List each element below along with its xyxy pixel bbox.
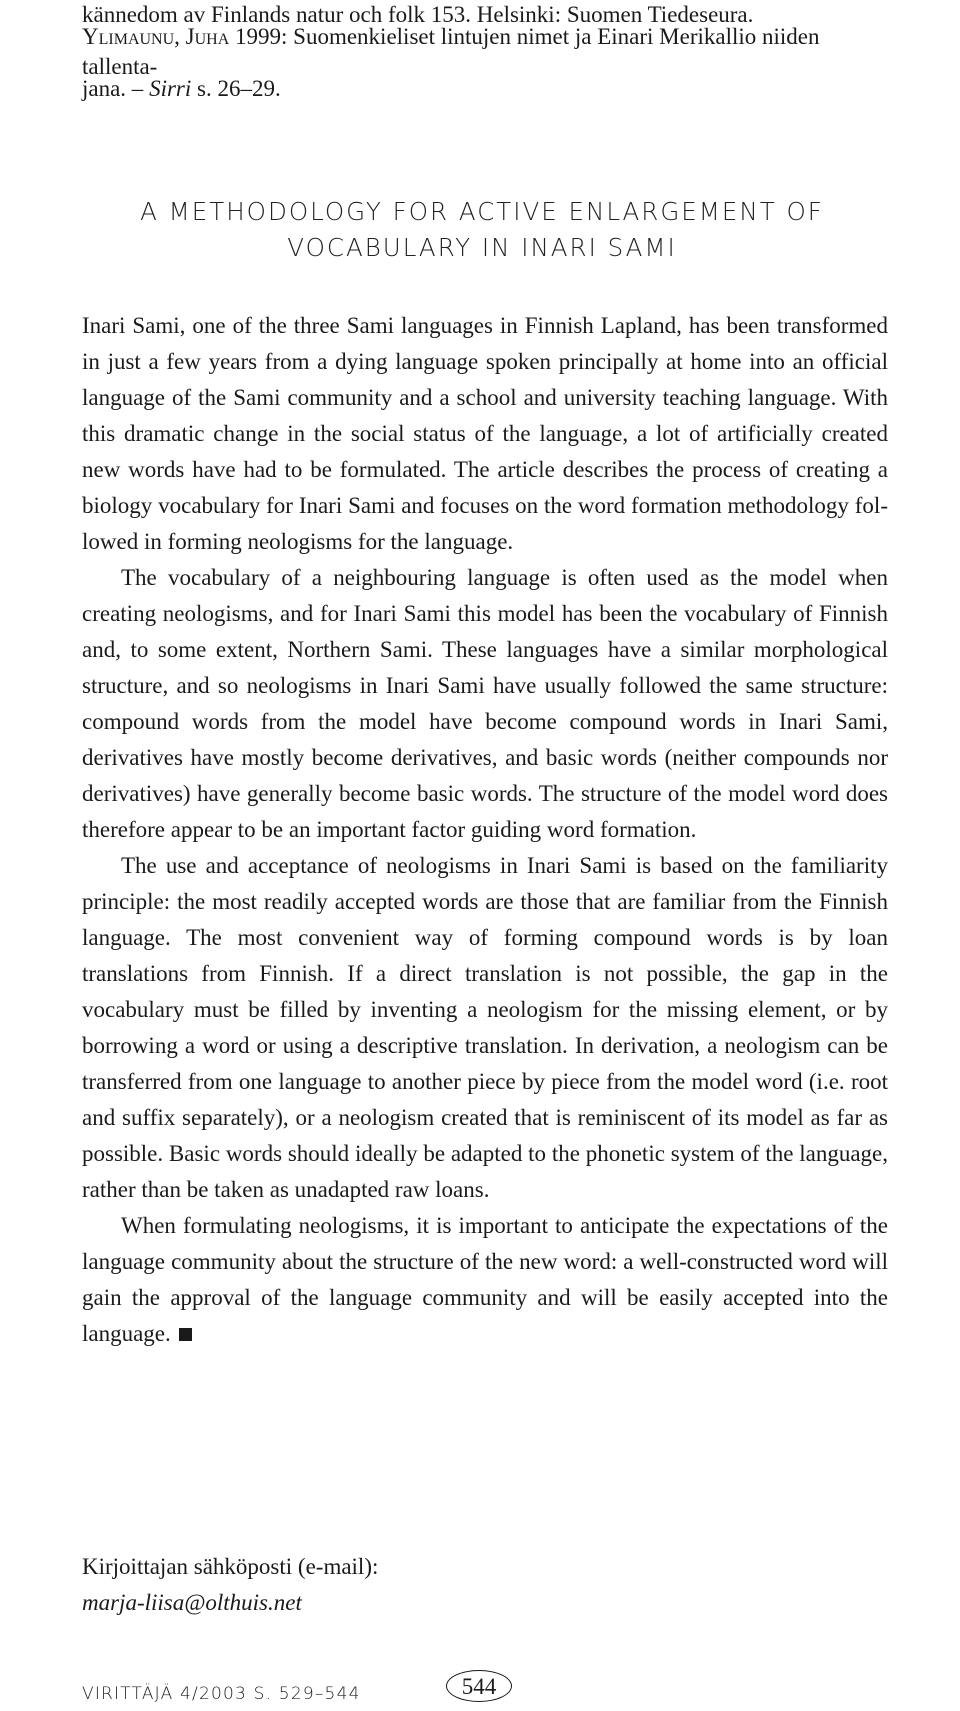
end-of-article-square-icon (179, 1328, 192, 1341)
article-title-line-1: A METHODOLOGY FOR ACTIVE ENLARGEMENT OF (140, 197, 824, 226)
author-contact (82, 1549, 378, 1621)
reference-pages: s. 26–29. (191, 76, 281, 101)
article-title (82, 194, 882, 266)
reference-entry-continuation (82, 74, 888, 104)
reference-author: Ylimaunu, Juha (82, 24, 230, 49)
reference-text: 1999: Suomenkieliset lintujen nimet ja Einari Merikallio niiden tallenta- (82, 24, 820, 79)
reference-continuation-line: kännedom av Finlands natur och folk 153. Helsinki: Suomen Tiedeseura. (82, 2, 754, 27)
abstract-body (82, 308, 888, 1352)
abstract-paragraph-1: Inari Sami, one of the three Sami languages in Finnish Lapland, has been transformed in just a few years from a dying language spoken principally at home into an official language of the Sami community and a school and university teaching language. With this dramatic change in the social status of the language, a lot of artificially created new words have had to be formulated. The article describes the process of creating a biology vocabulary for Inari Sami and focuses on the word formation methodology followed in forming neologisms for the language. (82, 313, 888, 554)
article-title-line-2: VOCABULARY IN INARI SAMI (287, 233, 677, 262)
page-number: 544 (446, 1670, 512, 1702)
references-section (82, 0, 888, 104)
contact-label: Kirjoittajan sähköposti (e-mail): (82, 1554, 379, 1579)
author-email-link[interactable]: marja-liisa@olthuis.net (82, 1590, 302, 1615)
reference-entry (82, 22, 888, 82)
abstract-paragraph-2: The vocabulary of a neighbouring language is often used as the model when creating neologisms, and for Inari Sami this model has been the vocabulary of Finnish and, to some extent, Northern Sami. These languages have a similar morphological structure, and so neologisms in Inari Sami have usually followed the same structure: compound words from the model have become compound words in Inari Sami, derivatives have mostly become derivatives, and basic words (neither compounds nor derivatives) have generally become basic words. The structure of the model word does therefore appear to be an important factor guiding word formation. (82, 565, 888, 842)
abstract-paragraph-4 (82, 1208, 888, 1352)
reference-journal: Sirri (149, 76, 192, 101)
abstract-paragraph-3: The use and acceptance of neologisms in Inari Sami is based on the familiarity principle: the most readily accepted words are those that are familiar from the Finnish language. The most convenient way of forming compound words is by loan translations from Finnish. If a direct translation is not possible, the gap in the vocabulary must be filled by inventing a neologism for the missing element, or by borrowing a word or using a descriptive translation. In derivation, a neologism can be transferred from one language to another piece by piece from the model word (i.e. root and suffix separately), or a neologism created that is reminiscent of its model as far as possible. Basic words should ideally be adapted to the phonetic system of the language, rather than be taken as unadapted raw loans. (82, 853, 888, 1202)
journal-footer: VIRITTÄJÄ 4/2003 S. 529–544 (82, 1684, 361, 1704)
reference-cont-text: jana. – (82, 76, 150, 101)
abstract-paragraph-4-text: When formulating neologisms, it is important to anticipate the expectations of the language community about the structure of the new word: a well-constructed word will gain the approval of the language community and will be easily accepted into the language. (82, 1213, 888, 1346)
